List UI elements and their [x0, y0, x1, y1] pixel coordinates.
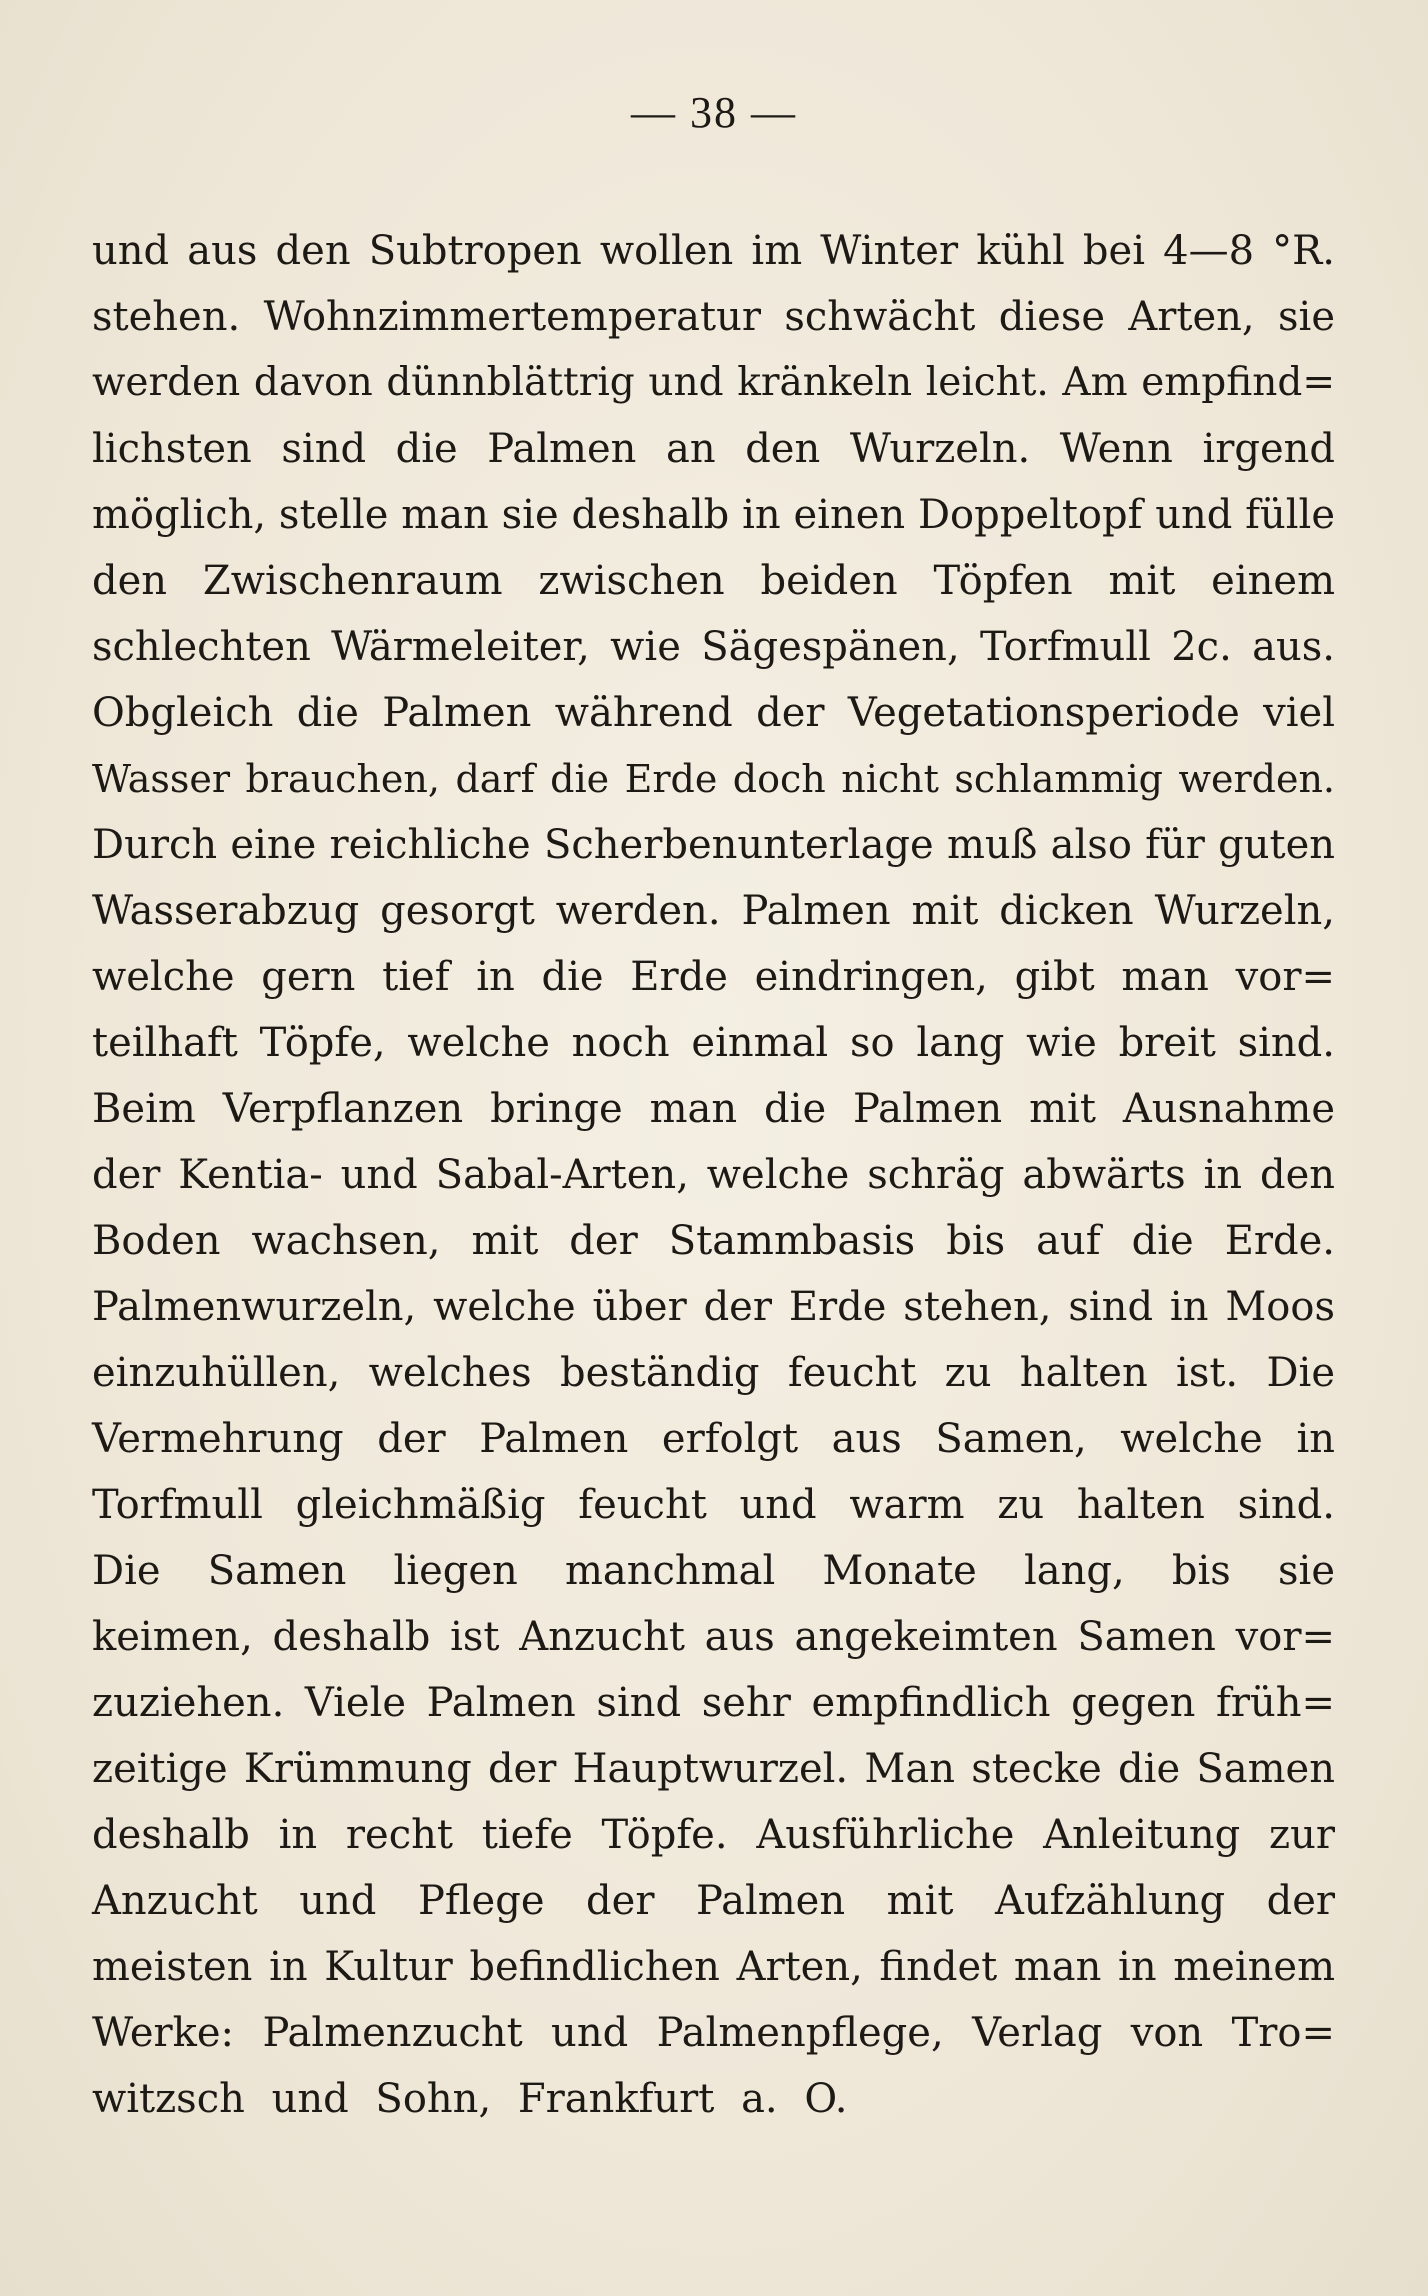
text-line-20: Torfmull gleichmäßig feucht und warm zu halten sind. — [92, 1482, 1335, 1528]
text-line-10: Durch eine reichliche Scherbenunterlage muß also für guten — [92, 822, 1335, 868]
text-line-22: keimen, deshalb ist Anzucht aus angekeimten Samen vor= — [92, 1614, 1335, 1660]
text-line-3: werden davon dünnblättrig und kränkeln leicht. Am empfind= — [92, 360, 1335, 405]
text-line-15: der Kentia- und Sabal-Arten, welche schräg abwärts in den — [92, 1152, 1335, 1198]
text-line-4: lichsten sind die Palmen an den Wurzeln. Wenn irgend — [92, 426, 1335, 472]
text-line-27: meisten in Kultur befindlichen Arten, findet man in meinem — [92, 1944, 1335, 1990]
text-line-11: Wasserabzug gesorgt werden. Palmen mit dicken Wurzeln, — [92, 888, 1335, 934]
text-line-5: möglich, stelle man sie deshalb in einen Doppeltopf und fülle — [92, 492, 1335, 538]
text-line-12: welche gern tief in die Erde eindringen, gibt man vor= — [92, 954, 1335, 1000]
text-line-18: einzuhüllen, welches beständig feucht zu halten ist. Die — [92, 1350, 1335, 1396]
text-line-21: Die Samen liegen manchmal Monate lang, bis sie — [92, 1548, 1335, 1594]
text-line-7: schlechten Wärmeleiter, wie Sägespänen, Torfmull 2c. aus. — [92, 624, 1335, 670]
text-line-2: stehen. Wohnzimmertemperatur schwächt diese Arten, sie — [92, 294, 1335, 340]
text-line-28: Werke: Palmenzucht und Palmenpflege, Verlag von Tro= — [92, 2010, 1335, 2056]
page-number: — 38 — — [631, 88, 797, 137]
text-line-13: teilhaft Töpfe, welche noch einmal so lang wie breit sind. — [92, 1020, 1335, 1066]
text-line-6: den Zwischenraum zwischen beiden Töpfen mit einem — [92, 558, 1335, 604]
text-line-9: Wasser brauchen, darf die Erde doch nicht schlammig werden. — [92, 757, 1335, 801]
text-line-24: zeitige Krümmung der Hauptwurzel. Man stecke die Samen — [92, 1746, 1335, 1792]
text-line-25: deshalb in recht tiefe Töpfe. Ausführliche Anleitung zur — [92, 1812, 1335, 1858]
text-line-8: Obgleich die Palmen während der Vegetationsperiode viel — [92, 690, 1335, 736]
text-line-17: Palmenwurzeln, welche über der Erde stehen, sind in Moos — [92, 1284, 1335, 1330]
text-line-16: Boden wachsen, mit der Stammbasis bis auf die Erde. — [92, 1218, 1335, 1264]
text-line-26: Anzucht und Pflege der Palmen mit Aufzählung der — [92, 1878, 1335, 1924]
text-line-19: Vermehrung der Palmen erfolgt aus Samen, welche in — [92, 1416, 1335, 1462]
text-line-1: und aus den Subtropen wollen im Winter kühl bei 4—8 °R. — [92, 228, 1335, 274]
text-line-23: zuziehen. Viele Palmen sind sehr empfindlich gegen früh= — [92, 1680, 1335, 1726]
text-line-14: Beim Verpflanzen bringe man die Palmen mit Ausnahme — [92, 1086, 1335, 1132]
text-line-29: witzsch und Sohn, Frankfurt a. O. — [92, 2076, 848, 2122]
body-text — [92, 218, 1335, 2132]
